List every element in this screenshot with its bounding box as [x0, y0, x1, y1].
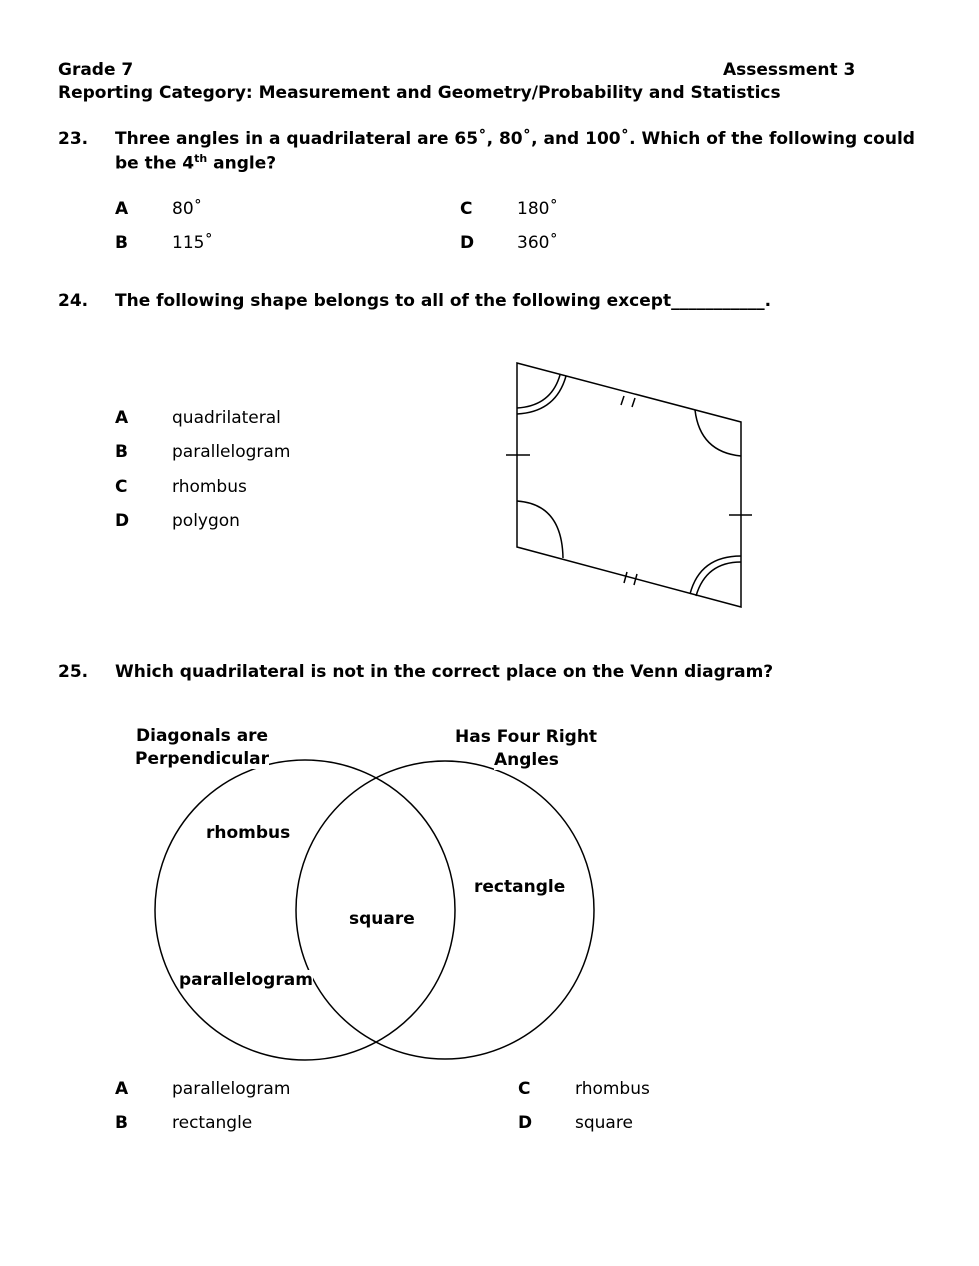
venn-right-label-1: Has Four Right: [455, 727, 598, 747]
venn-item-rectangle: rectangle: [474, 877, 566, 897]
venn-left-label-1: Diagonals are: [136, 726, 269, 746]
question-23-text-line2: be the 4th angle?: [115, 152, 277, 174]
option-letter: A: [115, 1079, 129, 1099]
option-letter: D: [518, 1113, 533, 1133]
option-text: 360˚: [517, 233, 558, 253]
venn-left-label-2: Perpendicular: [135, 749, 270, 769]
question-23-text-line1: Three angles in a quadrilateral are 65˚, 80˚, and 100˚. Which of the following could: [115, 129, 915, 149]
option-letter: B: [115, 442, 128, 462]
venn-right-circle: [296, 761, 594, 1059]
option-text: rhombus: [575, 1079, 650, 1099]
option-letter: C: [460, 199, 473, 219]
option-text: rhombus: [172, 477, 247, 497]
option-letter: B: [115, 233, 128, 253]
question-24-text: The following shape belongs to all of the following except___________.: [115, 291, 772, 311]
option-text: polygon: [172, 511, 240, 531]
option-letter: D: [115, 511, 130, 531]
question-24-number: 24.: [58, 291, 89, 311]
question-25-text: Which quadrilateral is not in the correct place on the Venn diagram?: [115, 662, 774, 682]
option-text: 115˚: [172, 233, 213, 253]
grade-label: Grade 7: [58, 60, 134, 80]
option-text: parallelogram: [172, 1079, 291, 1099]
venn-item-square: square: [349, 909, 415, 929]
reporting-category: Reporting Category: Measurement and Geometry/Probability and Statistics: [58, 83, 781, 103]
option-text: square: [575, 1113, 633, 1133]
option-text: 80˚: [172, 199, 203, 219]
option-text: quadrilateral: [172, 408, 281, 428]
option-letter: B: [115, 1113, 128, 1133]
assessment-label: Assessment 3: [723, 60, 856, 80]
option-letter: A: [115, 199, 129, 219]
venn-right-label-2: Angles: [494, 750, 559, 770]
parallelogram-figure: [506, 363, 752, 607]
option-letter: C: [518, 1079, 531, 1099]
option-text: parallelogram: [172, 442, 291, 462]
option-text: rectangle: [172, 1113, 253, 1133]
option-letter: A: [115, 408, 129, 428]
option-letter: D: [460, 233, 475, 253]
question-23-number: 23.: [58, 129, 89, 149]
venn-item-rhombus: rhombus: [206, 823, 291, 843]
question-25-number: 25.: [58, 662, 89, 682]
option-text: 180˚: [517, 199, 558, 219]
venn-item-parallelogram: parallelogram: [179, 970, 313, 990]
option-letter: C: [115, 477, 128, 497]
